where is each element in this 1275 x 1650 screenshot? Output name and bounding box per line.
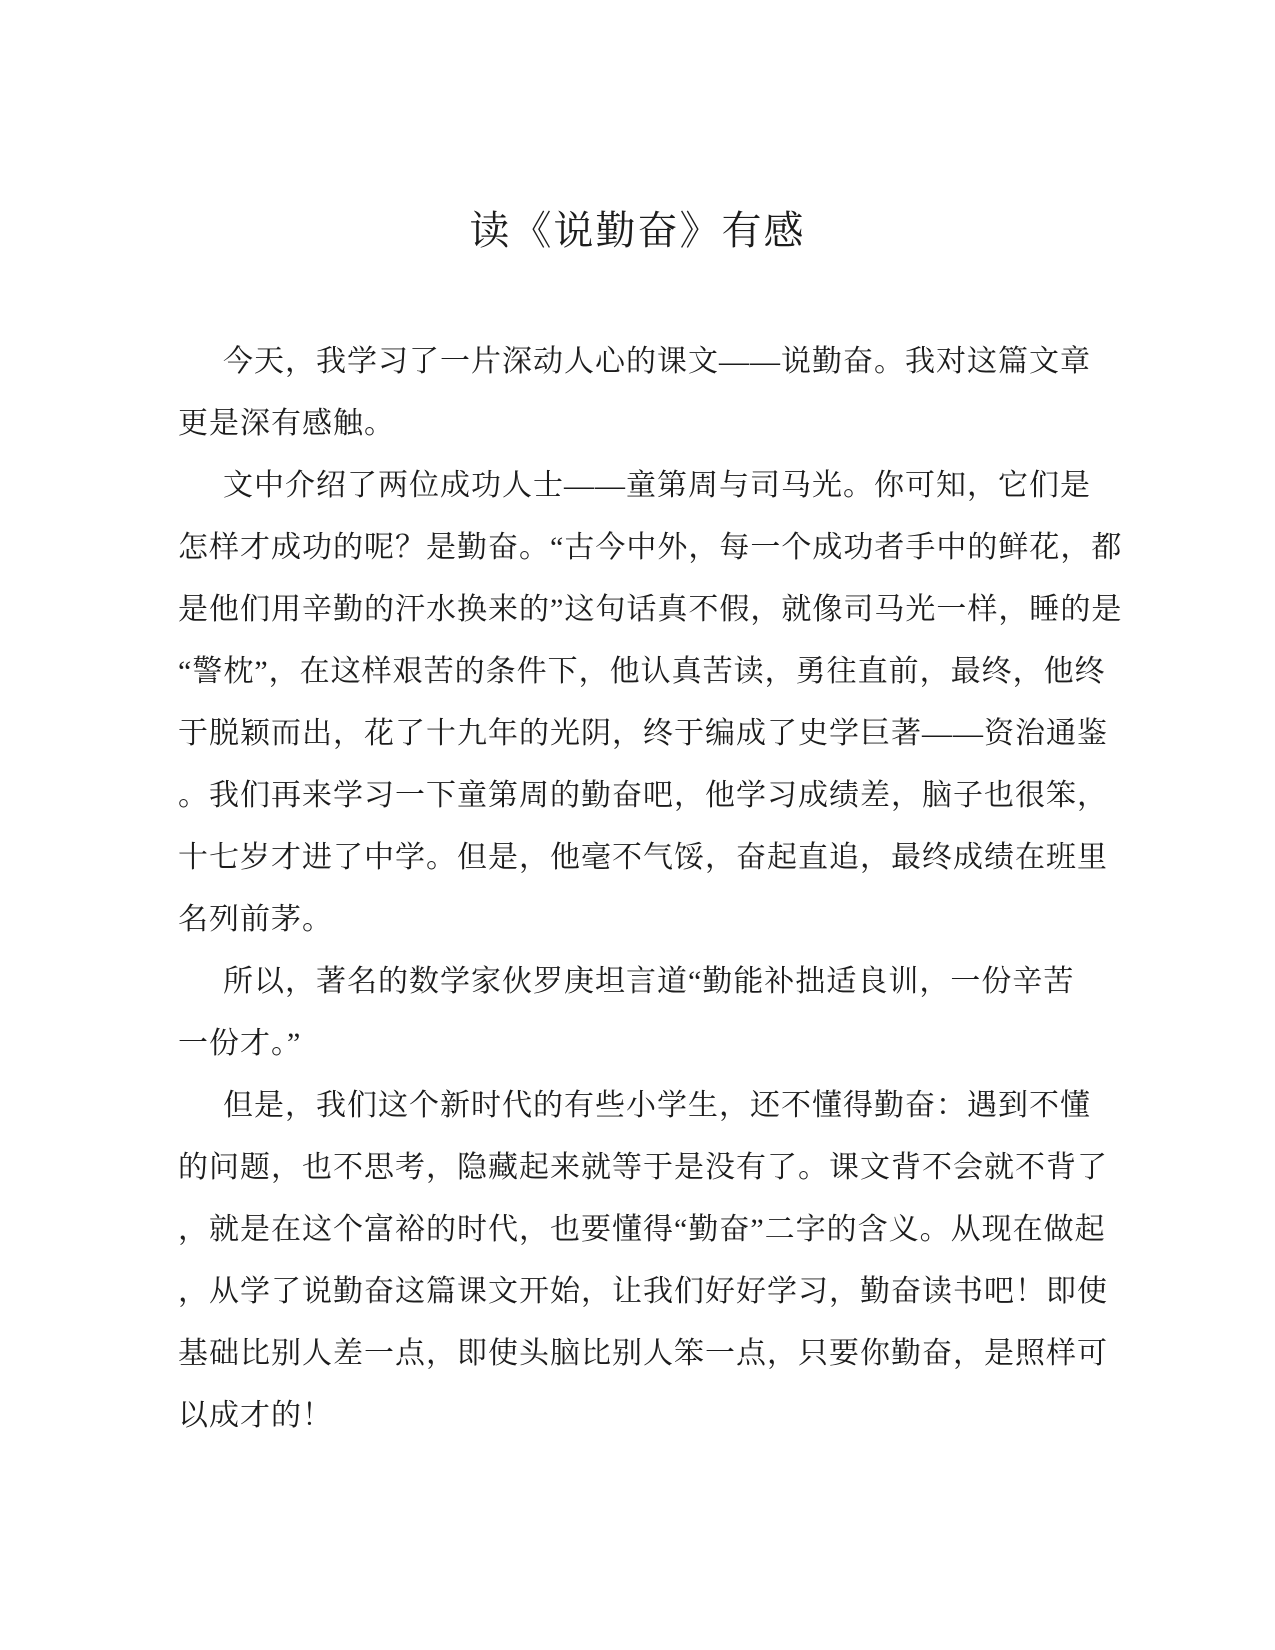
text-line: 怎样才成功的呢？是勤奋。“古今中外，每一个成功者手中的鲜花，都 — [178, 531, 1123, 564]
text-line: 是他们用辛勤的汗水换来的”这句话真不假，就像司马光一样，睡的是 — [178, 593, 1123, 626]
paragraph-2 — [178, 455, 1123, 951]
text-line: 的问题，也不思考，隐藏起来就等于是没有了。课文背不会就不背了 — [178, 1151, 1108, 1184]
text-line: 十七岁才进了中学。但是，他毫不气馁，奋起直追，最终成绩在班里 — [178, 841, 1108, 874]
paragraph-3 — [178, 951, 1078, 1075]
document-body — [178, 331, 1123, 1447]
text-line: 今天，我学习了一片深动人心的课文——说勤奋。我对这篇文章 — [223, 345, 1091, 378]
document-title: 读《说勤奋》有感 — [469, 208, 806, 253]
paragraph-1 — [178, 331, 1091, 455]
text-line: ，就是在这个富裕的时代，也要懂得“勤奋”二字的含义。从现在做起 — [178, 1213, 1106, 1246]
text-line: 基础比别人差一点，即使头脑比别人笨一点，只要你勤奋，是照样可 — [178, 1337, 1108, 1370]
text-line: 更是深有感触。 — [178, 407, 395, 440]
text-line: 。我们再来学习一下童第周的勤奋吧，他学习成绩差，脑子也很笨， — [178, 779, 1108, 812]
text-line: 一份才。” — [178, 1027, 302, 1060]
text-line: 于脱颖而出，花了十九年的光阴，终于编成了史学巨著——资治通鉴 — [178, 717, 1108, 750]
text-line: 文中介绍了两位成功人士——童第周与司马光。你可知，它们是 — [223, 469, 1091, 502]
text-line: 所以，著名的数学家伙罗庚坦言道“勤能补拙适良训，一份辛苦 — [223, 965, 1075, 998]
text-line: 名列前茅。 — [178, 903, 333, 936]
text-line: 但是，我们这个新时代的有些小学生，还不懂得勤奋：遇到不懂 — [223, 1089, 1091, 1122]
text-line: “警枕”，在这样艰苦的条件下，他认真苦读，勇往直前，最终，他终 — [178, 655, 1106, 688]
text-line: 以成才的！ — [178, 1399, 333, 1432]
paragraph-4 — [178, 1075, 1108, 1447]
text-line: ，从学了说勤奋这篇课文开始，让我们好好学习，勤奋读书吧！即使 — [178, 1275, 1108, 1308]
